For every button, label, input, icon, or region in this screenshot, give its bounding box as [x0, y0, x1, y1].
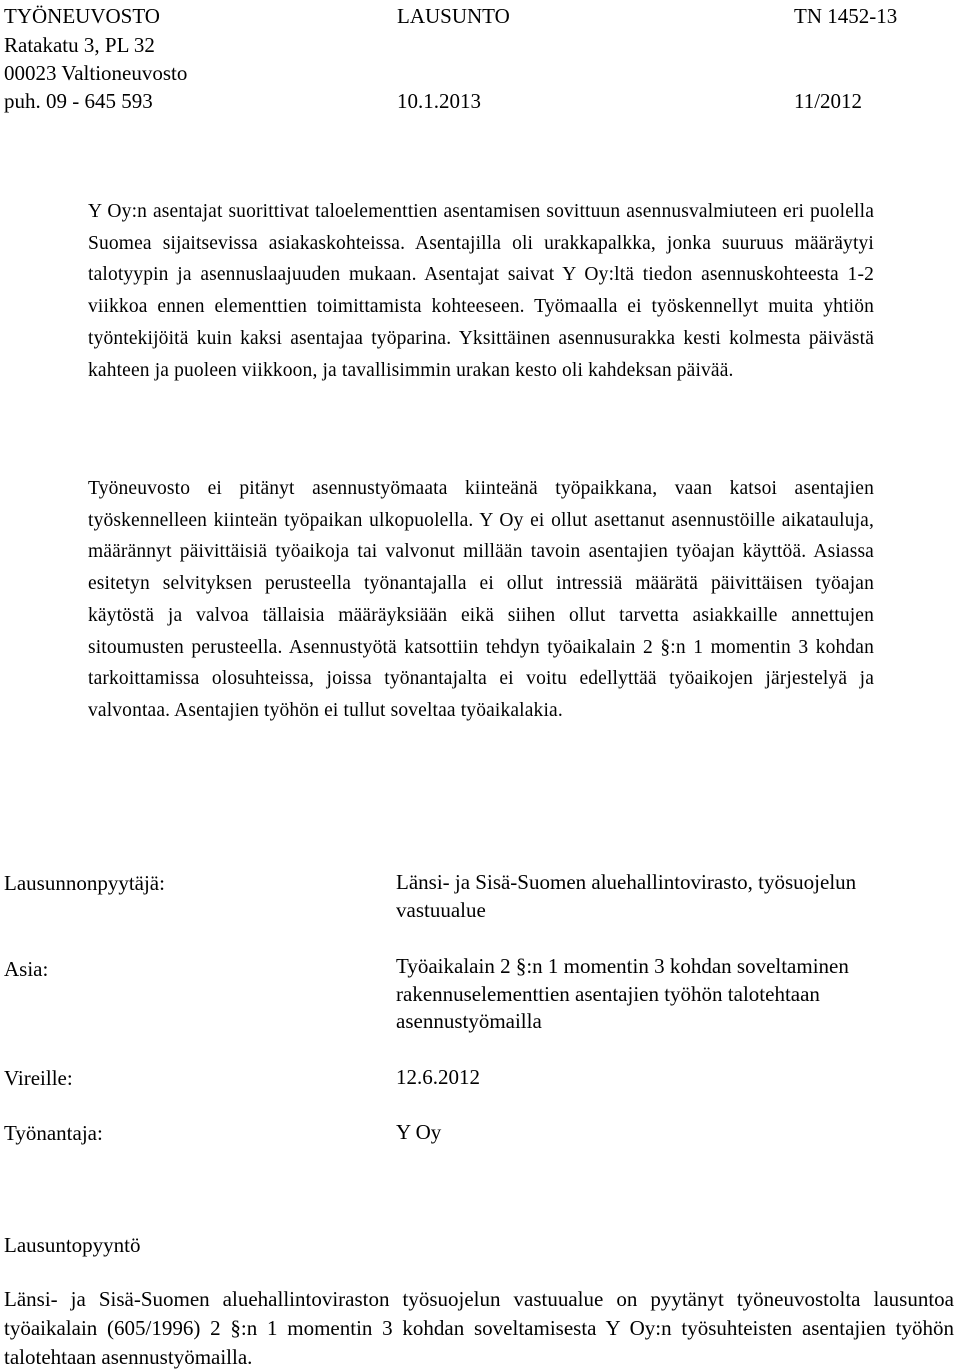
employer-label: Työnantaja:	[4, 1121, 103, 1145]
request-body: Länsi- ja Sisä-Suomen aluehallintoviraston työsuojelun vastuualue on pyytänyt työneuvostolta lausuntoa työaikalain (605/1996) 2 §:n 1 momentin 3 kohdan soveltamisesta Y Oy:n työsuhteisten asentajien työhön talotehtaan asennustyömailla.	[4, 1287, 954, 1369]
document-type: LAUSUNTO	[397, 4, 510, 28]
pending-value: 12.6.2012	[396, 1065, 480, 1089]
subject-label: Asia:	[4, 957, 49, 981]
address-line-2: 00023 Valtioneuvosto	[4, 61, 188, 85]
summary-paragraph-1: Y Oy:n asentajat suorittivat taloelementtien asentamisen sovittuun asennusvalmiuteen eri puolella Suomea sijaitsevissa asiakaskohteissa. Asentajilla oli urakkapalkka, jonka suuruus määräytyi talotyypin ja asennuslaajuuden mukaan. Asentajat saivat Y Oy:ltä tiedon asennuskohteesta 1-2 viikkoa ennen elementtien toimittamista kohteeseen. Työmaalla ei työskennellyt muita yhtiön työntekijöitä kuin kaksi asentajaa työparina. Yksittäinen asennusurakka kesti kolmesta päivästä kahteen ja puoleen viikkoon, ja tavallisimmin urakan kesto oli kahdeksan päivää.	[88, 201, 874, 381]
employer-value: Y Oy	[396, 1120, 442, 1144]
subject-value: Työaikalain 2 §:n 1 momentin 3 kohdan soveltaminen rakennuselementtien asentajien työhön talotehtaan asennustyömailla	[396, 954, 849, 1033]
requester-label: Lausunnonpyytäjä:	[4, 871, 165, 895]
phone: puh. 09 - 645 593	[4, 89, 153, 113]
pending-label: Vireille:	[4, 1066, 73, 1090]
summary-paragraph-2: Työneuvosto ei pitänyt asennustyömaata kiinteänä työpaikkana, vaan katsoi asentajien työskennelleen kiinteän työpaikan ulkopuolella. Y Oy ei ollut asettanut asennustöille aikatauluja, määrännyt päivittäisiä työaikoja tai valvonut millään tavoin asentajien työajan käyttöä. Asiassa esitetyn selvityksen perusteella työnantajalla ei ollut intressiä määrätä päivittäisen työajan käytöstä ja valvoa tällaisia määräyksiään eikä siihen ollut tarvetta asiakkaille annettujen sitoumusten perusteella. Asennustyötä katsottiin tehdyn työaikalain 2 §:n 1 momentin 3 kohdan tarkoittamissa olosuhteissa, joissa työnantajalta ei voitu edellyttää työaikojen järjestelyä ja valvontaa. Asentajien työhön ei tullut soveltaa työaikalakia.	[88, 478, 874, 721]
address-line-1: Ratakatu 3, PL 32	[4, 33, 155, 57]
case-number: 11/2012	[794, 89, 863, 113]
request-heading: Lausuntopyyntö	[4, 1233, 141, 1257]
requester-value: Länsi- ja Sisä-Suomen aluehallintovirasto, työsuojelun vastuualue	[396, 870, 857, 922]
document-number: TN 1452-13	[794, 4, 898, 28]
document-date: 10.1.2013	[397, 89, 481, 113]
org-name: TYÖNEUVOSTO	[4, 4, 160, 28]
